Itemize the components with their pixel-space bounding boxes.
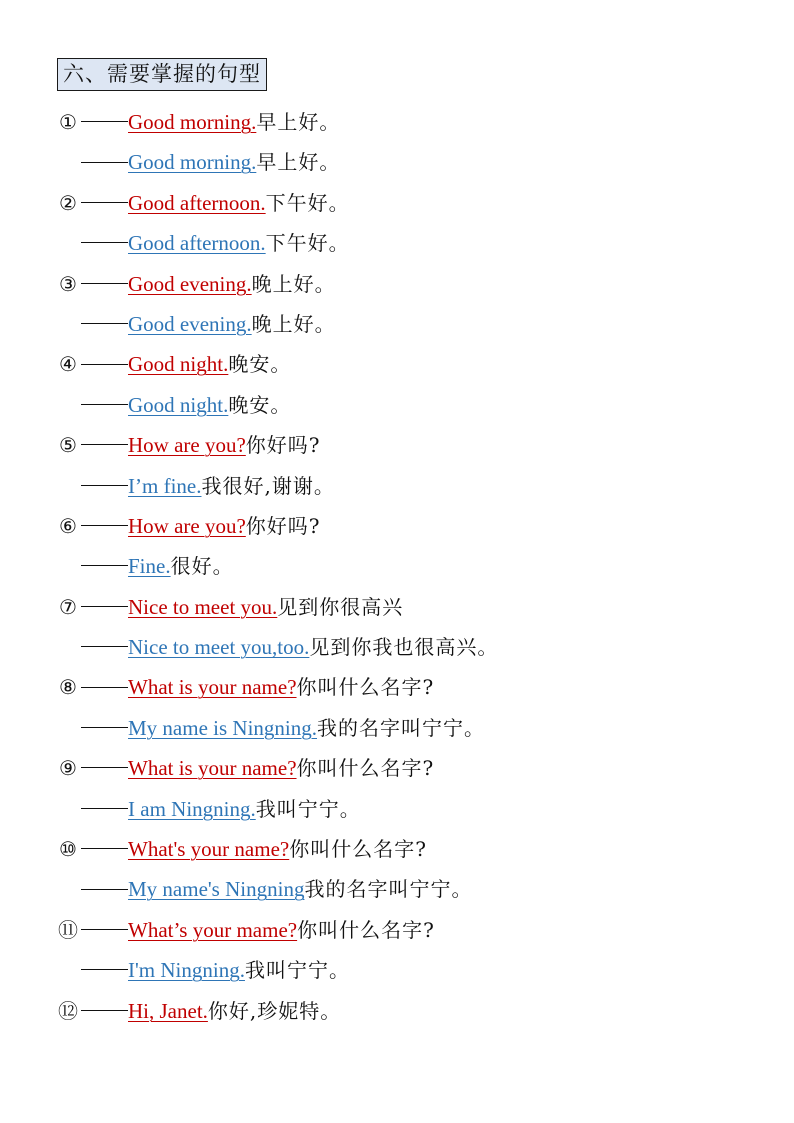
chinese-translation: 你叫什么名字?: [296, 675, 435, 700]
chinese-translation: 晚安。: [228, 352, 292, 377]
chinese-translation: 早上好。: [256, 150, 341, 175]
english-phrase: How are you?: [128, 433, 246, 458]
question-line: [55, 829, 775, 869]
question-line: [55, 344, 775, 384]
english-phrase: What is your name?: [128, 675, 297, 700]
item-number: ⑫: [58, 1000, 78, 1023]
english-phrase: I’m fine.: [128, 473, 202, 498]
question-line: [55, 183, 775, 223]
item-number: ⑩: [59, 839, 77, 862]
english-phrase: Good night.: [128, 352, 229, 377]
chinese-translation: 晚安。: [228, 392, 292, 417]
english-phrase: How are you?: [128, 513, 246, 538]
english-phrase: Hi, Janet.: [128, 998, 208, 1023]
english-phrase: Good evening.: [128, 271, 252, 296]
em-dash-line: [81, 687, 128, 689]
chinese-translation: 晚上好。: [251, 311, 336, 336]
english-phrase: I'm Ningning.: [128, 958, 245, 983]
answer-line: [55, 546, 775, 586]
answer-line: [55, 789, 775, 829]
question-line: [55, 748, 775, 788]
chinese-translation: 见到你我也很高兴。: [309, 635, 499, 660]
item-number: ⑨: [59, 758, 77, 781]
answer-line: [55, 142, 775, 182]
english-phrase: Nice to meet you.: [128, 594, 278, 619]
answer-line: [55, 304, 775, 344]
question-line: [55, 264, 775, 304]
english-phrase: What's your name?: [128, 837, 290, 862]
question-line: [55, 991, 775, 1031]
section-heading: 六、需要掌握的句型: [57, 58, 267, 91]
item-number: ⑪: [58, 919, 78, 942]
em-dash-line: [81, 889, 128, 891]
chinese-translation: 你叫什么名字?: [297, 917, 435, 942]
question-line: [55, 425, 775, 465]
em-dash-line: [81, 565, 128, 567]
english-phrase: Fine.: [128, 554, 171, 579]
chinese-translation: 你叫什么名字?: [289, 837, 427, 862]
em-dash-line: [81, 646, 128, 648]
item-number: ⑤: [59, 435, 77, 458]
item-number: ③: [59, 273, 77, 296]
em-dash-line: [81, 121, 128, 123]
item-number: ⑧: [59, 677, 77, 700]
item-number: ⑥: [59, 515, 77, 538]
answer-line: [55, 869, 775, 909]
english-phrase: What is your name?: [128, 756, 297, 781]
em-dash-line: [81, 323, 128, 325]
chinese-translation: 你叫什么名字?: [296, 756, 435, 781]
item-number: ⑦: [59, 596, 77, 619]
chinese-translation: 下午好。: [265, 190, 350, 215]
chinese-translation: 晚上好。: [251, 271, 336, 296]
em-dash-line: [81, 969, 128, 971]
english-phrase: Good morning.: [128, 150, 257, 175]
chinese-translation: 早上好。: [256, 110, 341, 134]
item-number: ②: [59, 192, 77, 215]
item-number: ①: [59, 112, 77, 134]
em-dash-line: [81, 283, 128, 285]
english-phrase: What’s your mame?: [128, 917, 298, 942]
em-dash-line: [81, 525, 128, 527]
chinese-translation: 见到你很高兴: [277, 594, 404, 619]
answer-line: [55, 708, 775, 748]
english-phrase: Good night.: [128, 392, 229, 417]
em-dash-line: [81, 162, 128, 164]
em-dash-line: [81, 767, 128, 769]
chinese-translation: 我的名字叫宁宁。: [304, 877, 473, 902]
answer-line: [55, 466, 775, 506]
em-dash-line: [81, 727, 128, 729]
answer-line: [55, 950, 775, 990]
em-dash-line: [81, 1010, 128, 1012]
english-phrase: Good afternoon.: [128, 231, 266, 256]
chinese-translation: 你好吗?: [245, 513, 321, 538]
question-line: [55, 910, 775, 950]
sentence-pattern-list: [55, 102, 775, 1031]
english-phrase: Good evening.: [128, 311, 252, 336]
em-dash-line: [81, 929, 128, 931]
em-dash-line: [81, 485, 128, 487]
chinese-translation: 我叫宁宁。: [255, 796, 361, 821]
chinese-translation: 你好,珍妮特。: [207, 998, 342, 1023]
question-line: [55, 102, 775, 142]
em-dash-line: [81, 404, 128, 406]
chinese-translation: 我很好,谢谢。: [201, 473, 335, 498]
em-dash-line: [81, 364, 128, 366]
chinese-translation: 你好吗?: [245, 433, 321, 458]
answer-line: [55, 223, 775, 263]
em-dash-line: [81, 606, 128, 608]
english-phrase: Nice to meet you,too.: [128, 635, 310, 660]
question-line: [55, 587, 775, 627]
em-dash-line: [81, 808, 128, 810]
item-number: ④: [59, 354, 77, 377]
english-phrase: I am Ningning.: [128, 796, 256, 821]
chinese-translation: 我的名字叫宁宁。: [317, 715, 485, 740]
em-dash-line: [81, 242, 128, 244]
question-line: [55, 667, 775, 707]
em-dash-line: [81, 848, 128, 850]
english-phrase: Good afternoon.: [128, 190, 266, 215]
question-line: [55, 506, 775, 546]
chinese-translation: 下午好。: [265, 231, 350, 256]
english-phrase: My name's Ningning: [128, 877, 305, 902]
english-phrase: My name is Ningning.: [128, 715, 317, 740]
answer-line: [55, 627, 775, 667]
em-dash-line: [81, 444, 128, 446]
chinese-translation: 我叫宁宁。: [244, 958, 350, 983]
em-dash-line: [81, 202, 128, 204]
answer-line: [55, 385, 775, 425]
english-phrase: Good morning.: [128, 110, 257, 134]
chinese-translation: 很好。: [170, 554, 234, 579]
